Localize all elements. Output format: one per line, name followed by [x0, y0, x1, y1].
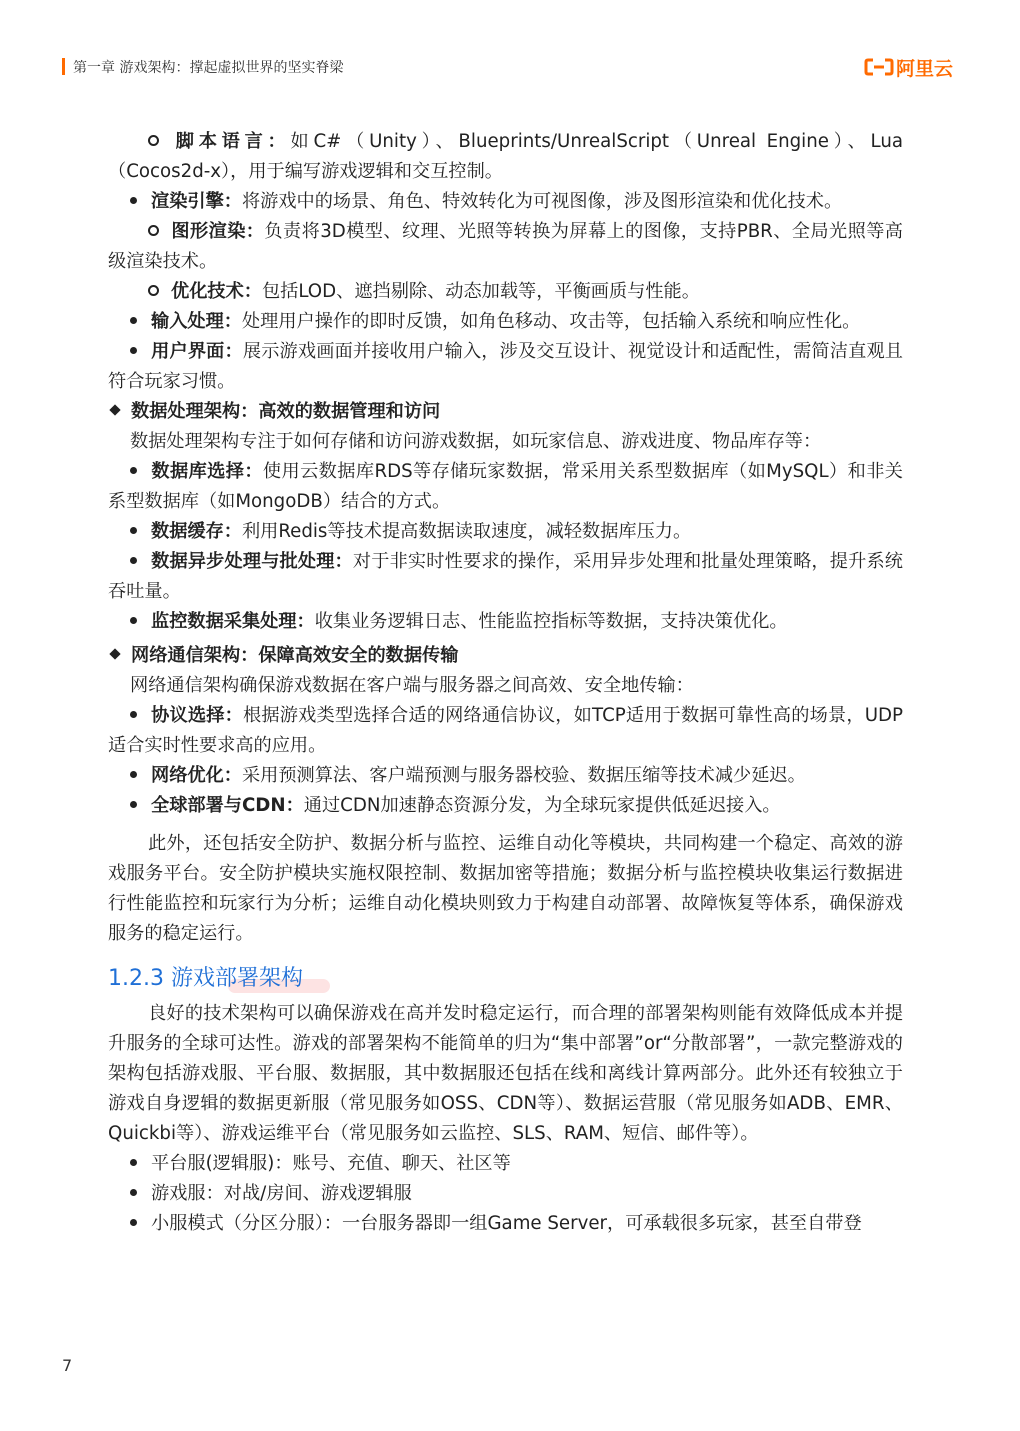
bullet-icon	[130, 317, 137, 324]
list-item: 渲染引擎：将游戏中的场景、角色、特效转化为可视图像，涉及图形渲染和优化技术。	[108, 187, 903, 217]
aliyun-logo-icon	[864, 58, 894, 76]
bullet-icon	[130, 197, 137, 204]
diamond-bullet-icon	[109, 404, 120, 415]
section-intro: 网络通信架构确保游戏数据在客户端与服务器之间高效、安全地传输：	[130, 675, 694, 696]
subsection-heading: 网络通信架构：保障高效安全的数据传输	[108, 641, 903, 671]
list-item: 网络优化：采用预测算法、客户端预测与服务器校验、数据压缩等技术减少延迟。	[108, 761, 903, 791]
ring-bullet-icon	[148, 135, 159, 146]
list-item: 图形渲染：负责将3D模型、纹理、光照等转换为屏幕上的图像，支持PBR、全局光照等高级渲染技术。	[108, 221, 903, 272]
list-item: 输入处理：处理用户操作的即时反馈，如角色移动、攻击等，包括输入系统和响应性化。	[108, 307, 903, 337]
bullet-icon	[130, 801, 137, 808]
bullet-icon	[130, 527, 137, 534]
page-number: 7	[62, 1356, 73, 1375]
ring-bullet-icon	[148, 225, 159, 236]
logo-text: 阿里云	[896, 58, 954, 80]
subsection-heading: 数据处理架构：高效的数据管理和访问	[108, 397, 903, 427]
aliyun-logo	[864, 54, 959, 80]
list-item: 数据缓存：利用Redis等技术提高数据读取速度，减轻数据库压力。	[108, 517, 903, 547]
bullet-icon	[130, 1189, 137, 1196]
bullet-icon	[130, 347, 137, 354]
list-item: 优化技术：包括LOD、遮挡剔除、动态加载等，平衡画质与性能。	[108, 277, 903, 307]
bullet-icon	[130, 1219, 137, 1226]
list-item: 监控数据采集处理：收集业务逻辑日志、性能监控指标等数据，支持决策优化。	[108, 607, 903, 637]
bullet-icon	[130, 467, 137, 474]
section-title	[108, 961, 903, 995]
chapter-title: 第一章 游戏架构：撑起虚拟世界的坚实脊梁	[73, 60, 344, 76]
list-item: 小服模式（分区分服）：一台服务器即一组Game Server，可承载很多玩家，甚至自带登	[108, 1209, 903, 1239]
list-item: 用户界面：展示游戏画面并接收用户输入，涉及交互设计、视觉设计和适配性，需简洁直观且符合玩家习惯。	[108, 341, 903, 392]
list-item: 脚本语言：如C#（Unity）、Blueprints/UnrealScript（Unreal Engine）、Lua（Cocos2d-x），用于编写游戏逻辑和交互控制。	[108, 131, 903, 182]
list-item: 平台服(逻辑服)：账号、充值、聊天、社区等	[108, 1149, 903, 1179]
diamond-bullet-icon	[109, 648, 120, 659]
bullet-icon	[130, 617, 137, 624]
list-item: 数据异步处理与批处理：对于非实时性要求的操作，采用异步处理和批量处理策略，提升系统吞吐量。	[108, 551, 903, 602]
page-header	[62, 54, 957, 78]
section-intro: 数据处理架构专注于如何存储和访问游戏数据，如玩家信息、游戏进度、物品库存等：	[130, 431, 822, 452]
list-item: 协议选择：根据游戏类型选择合适的网络通信协议，如TCP适用于数据可靠性高的场景，UDP适合实时性要求高的应用。	[108, 705, 903, 756]
section-title-text: 1.2.3 游戏部署架构	[108, 966, 303, 991]
bullet-icon	[130, 1159, 137, 1166]
summary-paragraph: 此外，还包括安全防护、数据分析与监控、运维自动化等模块，共同构建一个稳定、高效的游戏服务平台。安全防护模块实施权限控制、数据加密等措施；数据分析与监控模块收集运行数据进行性能监控和玩家行为分析；运维自动化模块则致力于构建自动部署、故障恢复等体系，确保游戏服务的稳定运行。	[108, 833, 903, 944]
list-item: 全球部署与CDN：通过CDN加速静态资源分发，为全球玩家提供低延迟接入。	[108, 791, 903, 821]
bullet-icon	[130, 711, 137, 718]
header-accent-bar	[62, 58, 65, 75]
bullet-icon	[130, 771, 137, 778]
bullet-icon	[130, 557, 137, 564]
list-item: 游戏服：对战/房间、游戏逻辑服	[108, 1179, 903, 1209]
ring-bullet-icon	[148, 285, 159, 296]
deploy-paragraph: 良好的技术架构可以确保游戏在高并发时稳定运行，而合理的部署架构则能有效降低成本并提升服务的全球可达性。游戏的部署架构不能简单的归为“集中部署”or“分散部署”，一款完整游戏的架构包括游戏服、平台服、数据服，其中数据服还包括在线和离线计算两部分。此外还有较独立于游戏自身逻辑的数据更新服（常见服务如OSS、CDN等）、数据运营服（常见服务如ADB、EMR、Quickbi等）、游戏运维平台（常见服务如云监控、SLS、RAM、短信、邮件等）。	[108, 1003, 903, 1144]
page-content	[108, 127, 903, 1239]
list-item: 数据库选择：使用云数据库RDS等存储玩家数据，常采用关系型数据库（如MySQL）和非关系型数据库（如MongoDB）结合的方式。	[108, 461, 903, 512]
